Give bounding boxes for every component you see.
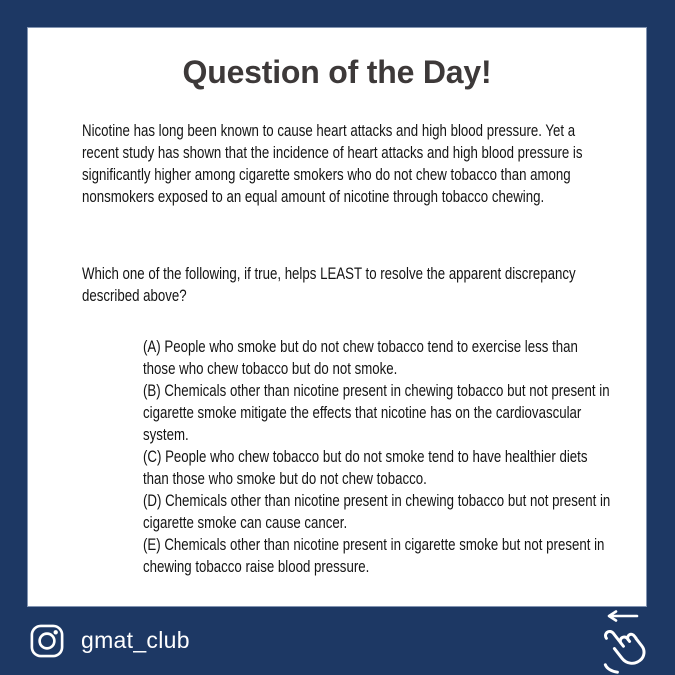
option-c: (C) People who chew tobacco but do not smoke tend to have healthier diets than those who smoke but do not chew tobacco.	[143, 447, 588, 488]
option-e: (E) Chemicals other than nicotine present in cigarette smoke but not present in chewing tobacco raise blood pressure.	[143, 535, 605, 576]
left-arrow-icon	[603, 610, 643, 622]
option-b: (B) Chemicals other than nicotine present in chewing tobacco but not present in cigarette smoke mitigate the effects that nicotine has on the cardiovascular system.	[143, 381, 610, 444]
instagram-icon	[30, 624, 64, 658]
answer-options	[143, 336, 613, 578]
page-title: Question of the Day!	[182, 54, 492, 90]
swipe-hand-icon	[597, 622, 649, 675]
instagram-handle: gmat_club	[81, 627, 190, 653]
question-prompt: Which one of the following, if true, helps LEAST to resolve the apparent discrepancy described above?	[82, 264, 576, 305]
footer	[0, 606, 675, 675]
question-card	[28, 28, 646, 606]
option-a: (A) People who smoke but do not chew tobacco tend to exercise less than those who chew tobacco but do not smoke.	[143, 337, 578, 378]
option-d: (D) Chemicals other than nicotine present in chewing tobacco but not present in cigarette smoke can cause cancer.	[143, 491, 611, 532]
question-stem: Nicotine has long been known to cause heart attacks and high blood pressure. Yet a recent study has shown that the incidence of heart attacks and high blood pressure is significantly higher among cigarette smokers who do not chew tobacco than among nonsmokers exposed to an equal amount of nicotine through tobacco chewing.	[82, 121, 583, 206]
swipe-left-indicator[interactable]	[595, 610, 651, 672]
